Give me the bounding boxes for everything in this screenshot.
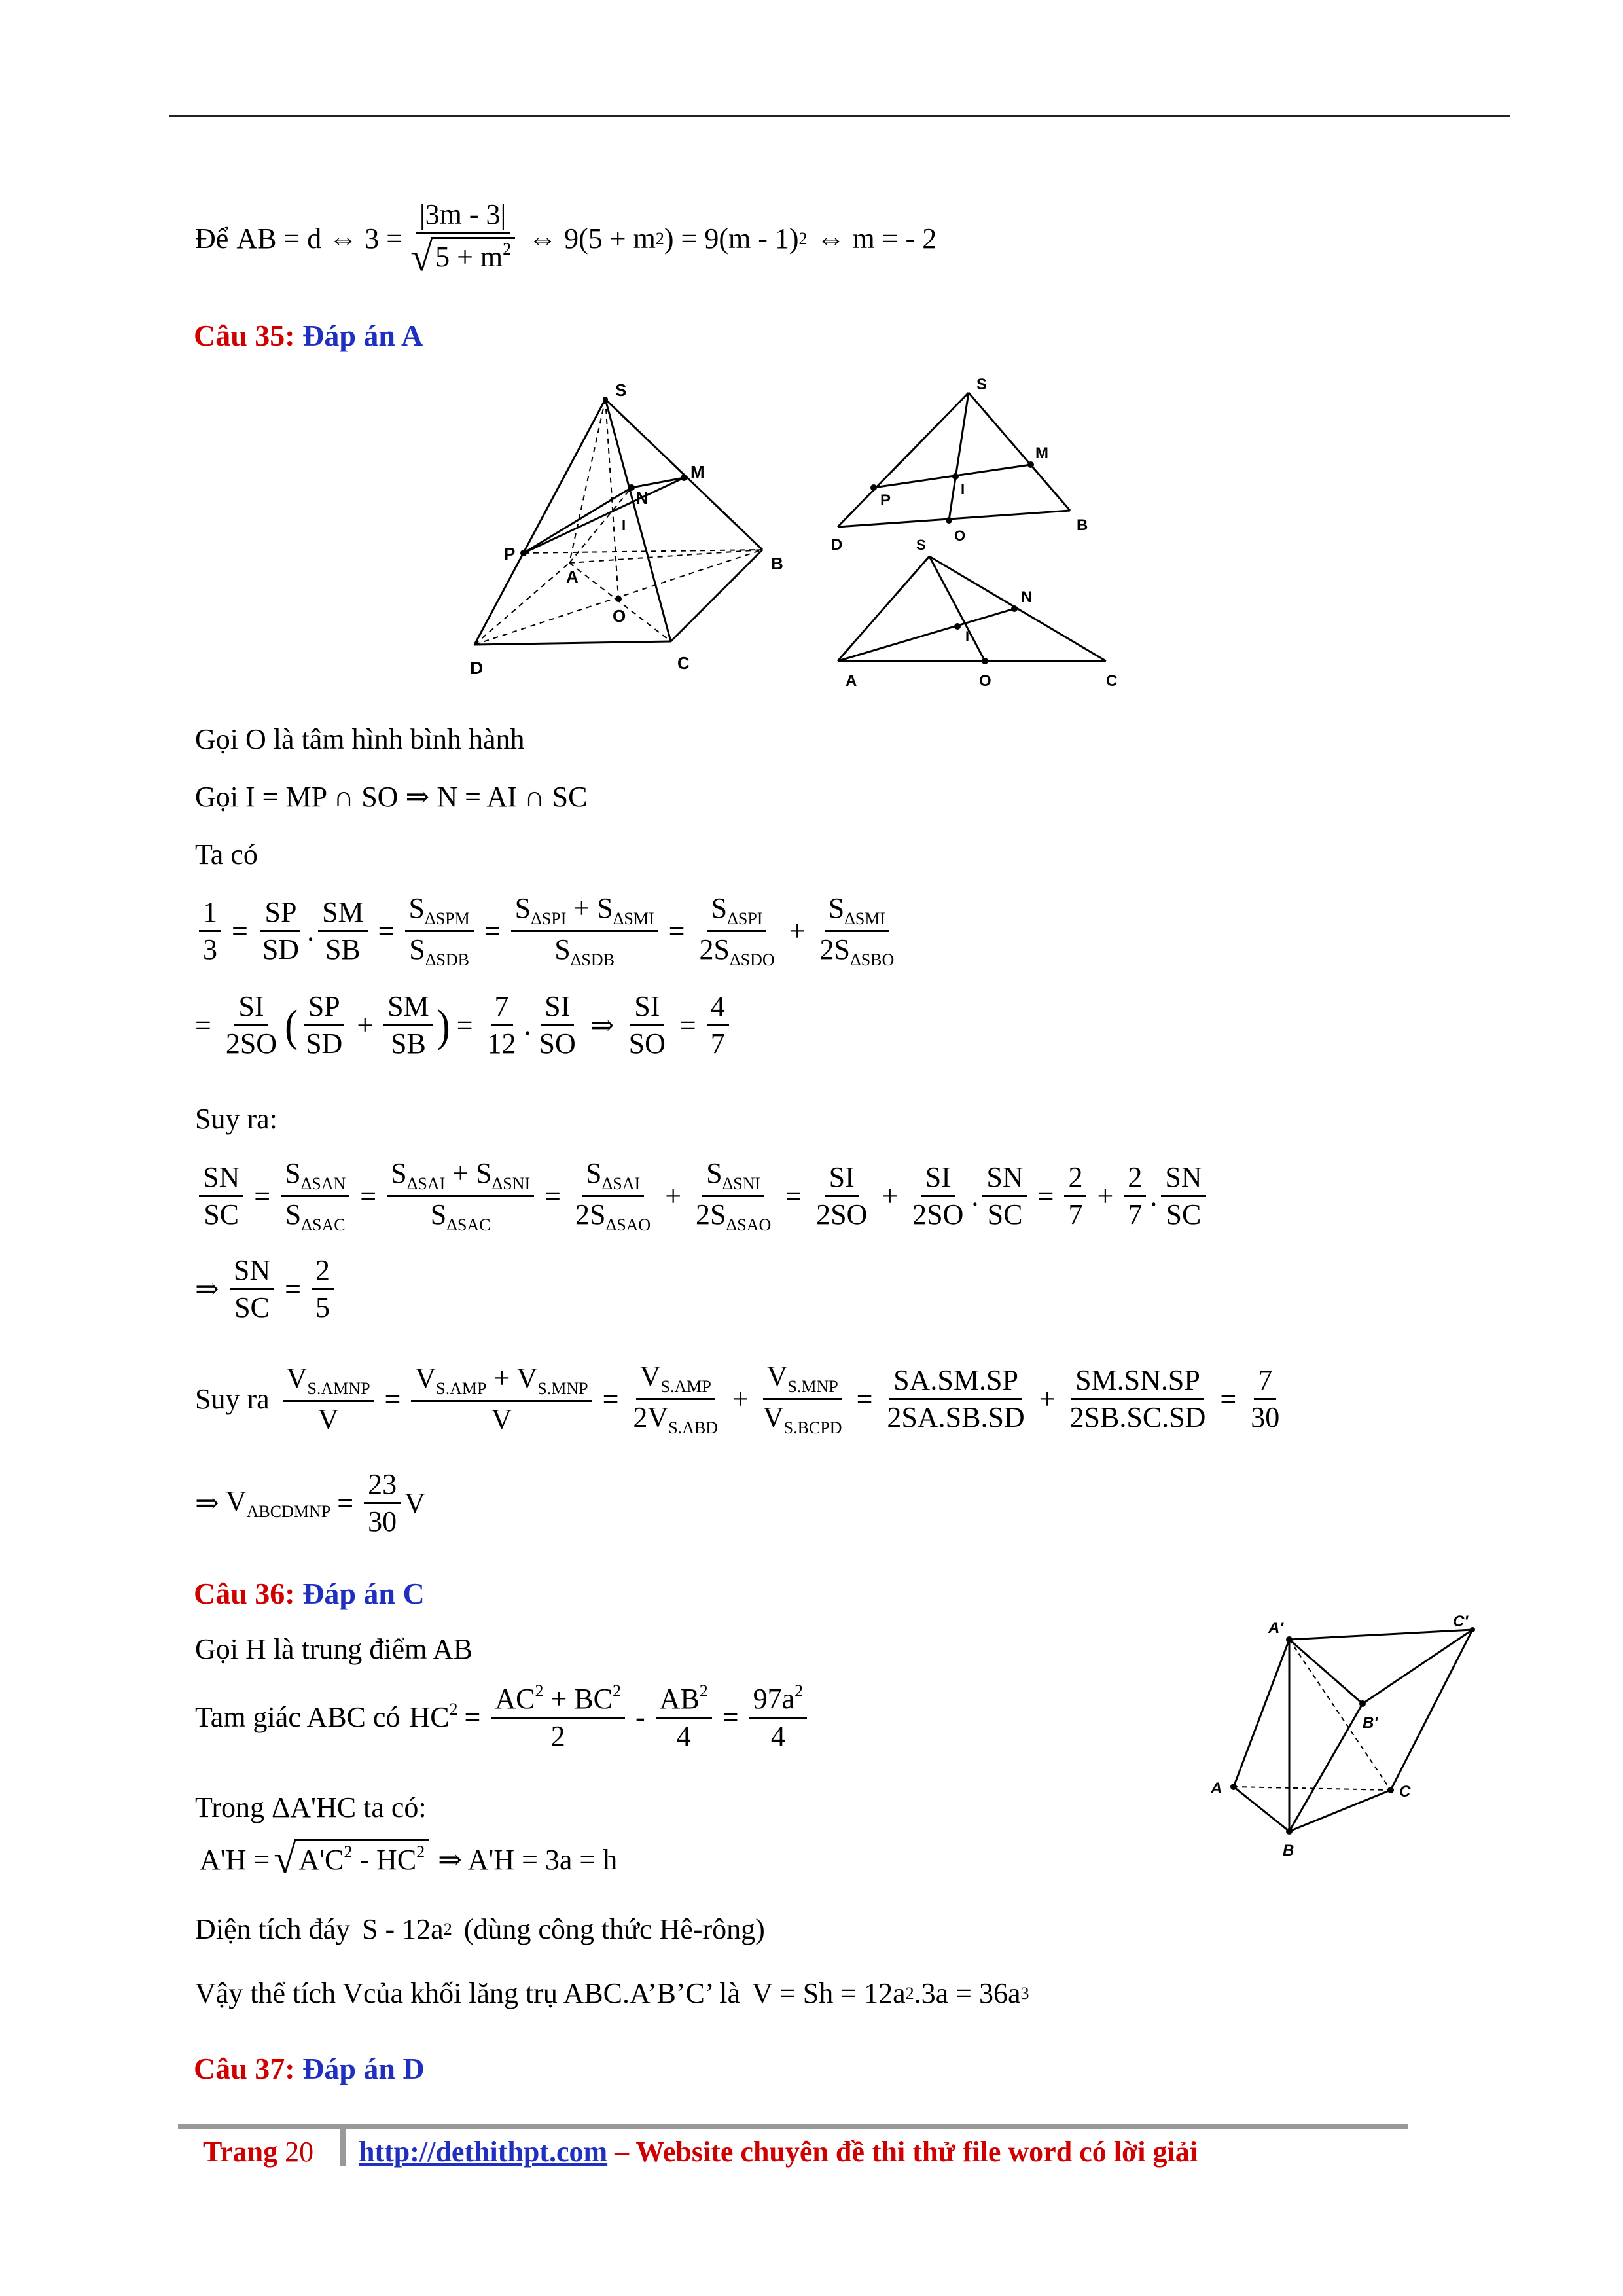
triangle-sdb-figure — [825, 373, 1126, 550]
fig3-label-i: I — [965, 628, 970, 645]
q35-line3: Ta có — [195, 838, 258, 870]
intro-rest3: ⇔ m = - 2 — [816, 223, 937, 255]
fig1-label-n: N — [636, 488, 649, 508]
q35-suyra1: Suy ra: — [195, 1103, 277, 1135]
fig1-label-i: I — [622, 517, 626, 533]
q36-line4d: ⇒ A'H = 3a = h — [438, 1843, 618, 1876]
fig2-label-p: P — [880, 492, 891, 509]
fig4-label-a1: A' — [1268, 1619, 1284, 1637]
q36-line5c: (dùng công thức Hê-rông) — [463, 1913, 765, 1945]
intro-frac-den: 5 + m — [435, 241, 503, 274]
intro-rest1: ⇔ 9(5 + m — [528, 223, 656, 255]
q36-heading — [194, 1576, 425, 1611]
intro-fraction — [406, 200, 519, 278]
header-rule — [169, 115, 1510, 117]
q36-line5b: S - 12a — [362, 1913, 444, 1945]
intro-equation: Để AB = d ⇔ 3 = |3m - 3| √ $5 + m^2$ ⇔ 9(5 + m 2 ) = 9(m - 1) 2 ⇔ m = - 2 — [195, 198, 937, 280]
fig3-label-n: N — [1021, 588, 1033, 606]
q36-line2: Tam giác ABC có — [195, 1700, 401, 1733]
pyramid-figure — [458, 373, 825, 694]
q36-line3: Trong ΔA'HC ta có: — [195, 1791, 427, 1823]
fig3-label-s: S — [916, 537, 926, 553]
q35-line1: Gọi O là tâm hình bình hành — [195, 723, 525, 755]
fig4-label-b1: B' — [1363, 1714, 1378, 1732]
fig2-label-b: B — [1077, 516, 1088, 534]
fig3-label-a: A — [846, 672, 857, 690]
footer-page — [203, 2135, 313, 2168]
q35-eq-final: ⇒ $V_{ABCDMNP}$ = $\frac{23}{30}$ V — [195, 1468, 425, 1538]
q36-eq-ah — [200, 1839, 617, 1880]
intro-rest2: ) = 9(m - 1) — [664, 223, 799, 255]
intro-frac-num: |3m - 3| — [416, 200, 510, 234]
prism-figure — [1191, 1610, 1479, 1898]
q35-eq-ratio: $\frac{1}{3}$ = $\frac{SP}{SD}$ . $\frac{SM}{SB}$ = $\frac{S_{\Delta SPM}}{S_{\Delta SDB}}$ = $\frac{S_{\Delta SPI} + S_{\Delta SMI}}{S_{\Delta SDB}}$ = $\frac{S_{\Delta SPI}}{2S_{\Delta SDO}}$ + $\frac{S_{\Delta SMI}}{2S_{\Delta SBO}}$ — [195, 893, 902, 969]
footer-page-num: 20 — [285, 2136, 314, 2168]
q35-eq-sn-result: ⇒ $\frac{SN}{SC}$ = $\frac{2}{5}$ — [195, 1255, 338, 1323]
fig2-label-i: I — [961, 481, 965, 497]
q35-heading — [194, 318, 423, 353]
footer-link[interactable]: http://dethithpt.com — [359, 2136, 608, 2168]
sqrt-symbol-2: √ $A'C^2 - HC^2$ — [274, 1839, 429, 1880]
fig2-label-s: S — [976, 376, 988, 393]
fig1-label-p: P — [504, 544, 516, 564]
footer-text — [359, 2135, 1198, 2168]
q36-line4b: A'C — [298, 1844, 344, 1876]
q35-eq-sn: $\frac{SN}{SC}$ = $\frac{S_{\Delta SAN}}{S_{\Delta SAC}}$ = $\frac{S_{\Delta SAI} + S_{\Delta SNI}}{S_{\Delta SAC}}$ = $\frac{S_{\Delta SAI}}{2S_{\Delta SAO}}$ + $\frac{S_{\Delta SNI}}{2S_{\Delta SAO}}$ = $\frac{SI}{2SO}$ + $\frac{SI}{2SO}$ . $\frac{SN}{SC}$ = $\frac{2}{7}$ + $\frac{2}{7}$ . $\frac{SN}{SC}$ — [195, 1158, 1210, 1234]
q36-eq-volume: Vậy thể tích Vcủa khối lăng trụ ABC.A’B’C’ là V = Sh = 12a 2 .3a = 36a 3 — [195, 1977, 1029, 2009]
q36-line6b: V = Sh = 12a — [752, 1977, 906, 2009]
fig1-label-b: B — [771, 554, 783, 573]
fig4-label-b: B — [1283, 1842, 1294, 1859]
q36-line6a: Vậy thể tích Vcủa khối lăng trụ ABC.A’B’C’ là — [195, 1977, 741, 2009]
fig4-label-c: C — [1399, 1783, 1411, 1801]
q36-line6c: .3a = 36a — [914, 1977, 1021, 2009]
intro-eq1: AB = d ⇔ 3 = — [236, 223, 403, 255]
fig1-label-s: S — [615, 380, 627, 400]
fig1-label-o: O — [613, 606, 626, 626]
q36-line4c: - HC — [359, 1844, 417, 1876]
footer-tagline: – Website chuyên đề thi thử file word có lời giải — [615, 2136, 1198, 2168]
q35-label: Câu 35: — [194, 319, 295, 352]
q36-label: Câu 36: — [194, 1577, 295, 1610]
q36-line5a: Diện tích đáy — [195, 1913, 351, 1945]
triangle-sac-figure — [825, 537, 1132, 694]
q36-eq-area: Diện tích đáy S - 12a 2 (dùng công thức Hê-rông) — [195, 1913, 765, 1945]
sqrt-symbol: √ $5 + m^2$ — [410, 237, 515, 278]
q37-heading — [194, 2051, 425, 2086]
intro-prefix: Để — [195, 223, 229, 255]
q36-line4a: A'H = — [200, 1843, 270, 1876]
q36-eq-hc: Tam giác ABC có $HC^2$ = $\frac{AC^2 + BC^2}{2}$ - $\frac{AB^2}{4}$ = $\frac{97a^2}{4}$ — [195, 1682, 811, 1751]
fig3-label-o: O — [979, 672, 991, 690]
q35-answer: Đáp án A — [302, 319, 423, 352]
q36-line1: Gọi H là trung điểm AB — [195, 1633, 473, 1665]
fig1-label-m: M — [690, 462, 705, 482]
intro-frac-den-wrap — [406, 234, 519, 278]
footer-rule — [178, 2124, 1408, 2129]
fig4-label-c1: C' — [1453, 1613, 1469, 1630]
q35-line2: Gọi I = MP ∩ SO ⇒ N = AI ∩ SC — [195, 781, 588, 813]
fig4-label-a: A — [1211, 1780, 1222, 1797]
q36-answer: Đáp án C — [302, 1577, 425, 1610]
fig1-label-a: A — [566, 567, 579, 586]
q37-answer: Đáp án D — [302, 2052, 425, 2085]
fig1-label-c: C — [677, 653, 690, 673]
footer-page-word: Trang — [203, 2136, 278, 2168]
q37-label: Câu 37: — [194, 2052, 295, 2085]
fig2-label-o: O — [954, 528, 966, 544]
fig2-label-d: D — [831, 536, 843, 550]
fig3-label-c: C — [1106, 672, 1118, 690]
fig2-label-m: M — [1035, 444, 1048, 462]
q35-suyra2: Suy ra — [195, 1383, 270, 1416]
q35-eq-volume: Suy ra $\frac{V_{S.AMNP}}{V}$ = $\frac{V_{S.AMP} + V_{S.MNP}}{V}$ = $\frac{V_{S.AMP}}{2V_{S.ABD}}$ + $\frac{V_{S.MNP}}{V_{S.BCPD}}$ = $\frac{SA.SM.SP}{2SA.SB.SD}$ + $\frac{SM.SN.SP}{2SB.SC.SD}$ = $\frac{7}{30}$ — [195, 1360, 1280, 1438]
fig1-label-d: D — [470, 658, 484, 678]
footer-separator — [340, 2127, 346, 2166]
q35-eq-si: = $\frac{SI}{2SO}$ ( $\frac{SP}{SD}$ + $\frac{SM}{SB}$ ) = $\frac{7}{12}$ . $\frac{SI}{SO}$ ⇒ $\frac{SI}{SO}$ = $\frac{4}{7}$ — [195, 992, 733, 1059]
